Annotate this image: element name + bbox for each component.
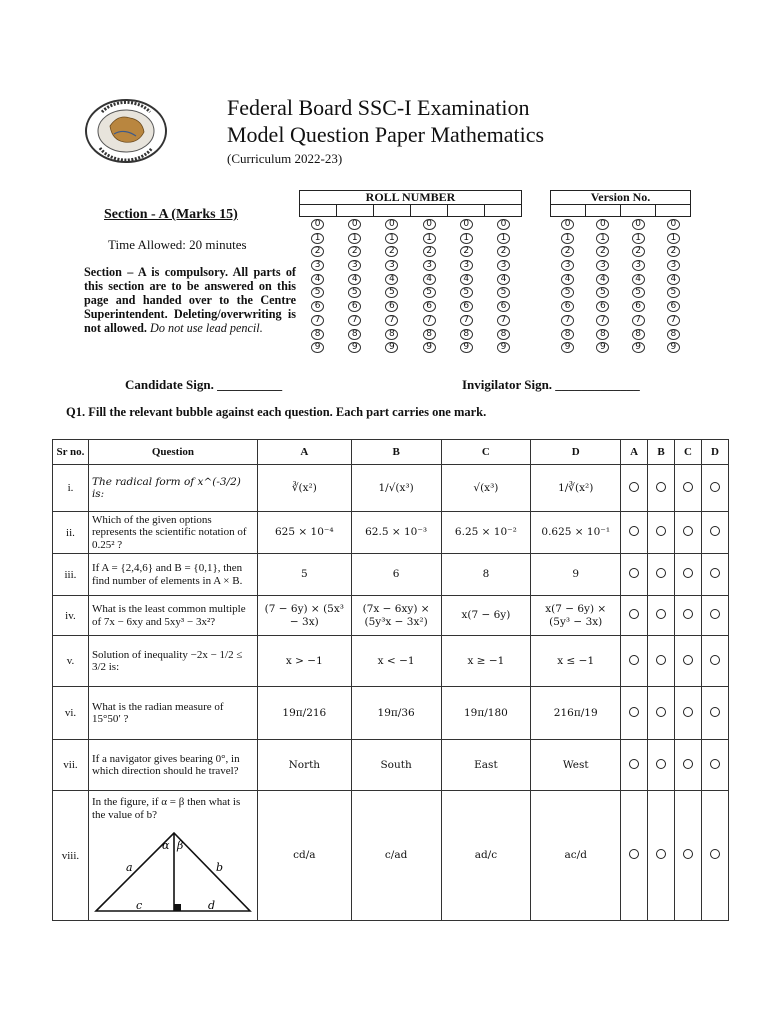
digit-bubble[interactable]: 5	[632, 287, 645, 298]
digit-bubble[interactable]: 1	[348, 233, 361, 244]
table-row	[53, 554, 729, 596]
answer-bubble-b[interactable]	[648, 687, 675, 740]
answer-bubble-d[interactable]	[701, 791, 728, 921]
col-header-bubble-b: B	[648, 440, 675, 465]
digit-bubble[interactable]: 7	[667, 315, 680, 326]
answer-bubble-a[interactable]	[621, 740, 648, 791]
answer-bubble-c[interactable]	[675, 740, 702, 791]
digit-bubble[interactable]: 2	[348, 246, 361, 257]
digit-bubble[interactable]: 0	[561, 219, 574, 230]
option-a: 5	[257, 554, 351, 596]
answer-bubble-c[interactable]	[675, 465, 702, 512]
question-text: What is the least common multiple of 7x − 6xy and 5xy³ − 3x²?	[88, 596, 257, 636]
answer-bubble-d[interactable]	[701, 512, 728, 554]
digit-bubble[interactable]: 6	[423, 301, 436, 312]
digit-bubble[interactable]: 4	[311, 274, 324, 285]
question-text: The radical form of x^(-3/2) is:	[88, 465, 257, 512]
digit-bubble[interactable]: 7	[423, 315, 436, 326]
digit-bubble[interactable]: 6	[667, 301, 680, 312]
bubble-column	[448, 219, 485, 356]
digit-bubble[interactable]: 6	[460, 301, 473, 312]
bubble-column	[656, 219, 691, 356]
digit-bubble[interactable]: 2	[460, 246, 473, 257]
answer-bubble-a[interactable]	[621, 687, 648, 740]
digit-bubble[interactable]: 2	[596, 246, 609, 257]
option-c: East	[441, 740, 531, 791]
answer-bubble-d[interactable]	[701, 740, 728, 791]
digit-bubble[interactable]: 2	[497, 246, 510, 257]
digit-bubble[interactable]: 0	[667, 219, 680, 230]
section-heading: Section - A (Marks 15)	[104, 207, 238, 222]
digit-bubble[interactable]: 5	[561, 287, 574, 298]
table-row	[53, 687, 729, 740]
answer-bubble-d[interactable]	[701, 554, 728, 596]
digit-bubble[interactable]: 5	[348, 287, 361, 298]
digit-bubble[interactable]: 9	[667, 342, 680, 353]
question-text: If A = {2,4,6} and B = {0,1}, then find number of elements in A × B.	[88, 554, 257, 596]
row-number: ii.	[53, 512, 89, 554]
answer-bubble-d[interactable]	[701, 596, 728, 636]
digit-bubble[interactable]: 5	[460, 287, 473, 298]
digit-bubble[interactable]: 8	[667, 329, 680, 340]
digit-bubble[interactable]: 5	[497, 287, 510, 298]
option-a: 19π/216	[257, 687, 351, 740]
digit-bubble[interactable]: 7	[596, 315, 609, 326]
answer-bubble-a[interactable]	[621, 554, 648, 596]
option-c: √(x³)	[441, 465, 531, 512]
digit-bubble[interactable]: 1	[460, 233, 473, 244]
question-instruction: Q1. Fill the relevant bubble against each question. Each part carries one mark.	[66, 405, 487, 419]
roll-digit-box[interactable]	[448, 205, 485, 216]
option-d: 216π/19	[531, 687, 621, 740]
digit-bubble[interactable]: 8	[460, 329, 473, 340]
digit-bubble[interactable]: 0	[385, 219, 398, 230]
answer-bubble-c[interactable]	[675, 687, 702, 740]
row-number: vi.	[53, 687, 89, 740]
option-b: 6	[351, 554, 441, 596]
roll-digit-box[interactable]	[374, 205, 411, 216]
option-b: 19π/36	[351, 687, 441, 740]
table-header-row	[53, 440, 729, 465]
option-b: c/ad	[351, 791, 441, 921]
answer-bubble-b[interactable]	[648, 636, 675, 687]
option-c: x(7 − 6y)	[441, 596, 531, 636]
digit-bubble[interactable]: 7	[348, 315, 361, 326]
side-b-label: b	[215, 861, 223, 874]
section-instructions	[84, 265, 296, 335]
col-header-bubble-c: C	[675, 440, 702, 465]
invigilator-signature: Invigilator Sign. _____________	[462, 377, 640, 392]
digit-bubble[interactable]: 4	[385, 274, 398, 285]
option-b: 62.5 × 10⁻³	[351, 512, 441, 554]
option-a: x > −1	[257, 636, 351, 687]
roll-number-label: ROLL NUMBER	[299, 190, 522, 205]
exam-title: Federal Board SSC-I Examination	[227, 95, 530, 120]
digit-bubble[interactable]: 3	[596, 260, 609, 271]
option-b: South	[351, 740, 441, 791]
answer-bubble-d[interactable]	[701, 687, 728, 740]
roll-digit-box[interactable]	[411, 205, 448, 216]
side-d-label: d	[207, 899, 215, 912]
table-row	[53, 512, 729, 554]
row-number: iv.	[53, 596, 89, 636]
digit-bubble[interactable]: 6	[311, 301, 324, 312]
digit-bubble[interactable]: 9	[632, 342, 645, 353]
digit-bubble[interactable]: 3	[497, 260, 510, 271]
angle-alpha-label: α	[161, 839, 170, 852]
answer-bubble-d[interactable]	[701, 636, 728, 687]
digit-bubble[interactable]: 8	[632, 329, 645, 340]
option-d: West	[531, 740, 621, 791]
table-row	[53, 465, 729, 512]
digit-bubble[interactable]: 7	[497, 315, 510, 326]
roll-number-grid	[299, 190, 522, 356]
option-c: ad/c	[441, 791, 531, 921]
digit-bubble[interactable]: 5	[385, 287, 398, 298]
digit-bubble[interactable]: 3	[667, 260, 680, 271]
bubble-column	[411, 219, 448, 356]
bubble-column	[621, 219, 656, 356]
row-number: i.	[53, 465, 89, 512]
version-number-label: Version No.	[550, 190, 691, 205]
roll-digit-box[interactable]	[485, 205, 521, 216]
version-number-grid	[550, 190, 691, 356]
question-text	[88, 791, 257, 921]
question-viii-text: In the figure, if α = β then what is the value of b?	[91, 796, 241, 821]
candidate-signature: Candidate Sign. __________	[125, 377, 283, 392]
digit-bubble[interactable]: 8	[497, 329, 510, 340]
digit-bubble[interactable]: 4	[632, 274, 645, 285]
digit-bubble[interactable]: 2	[423, 246, 436, 257]
question-text: Solution of inequality −2x − 1/2 ≤ 3/2 is:	[88, 636, 257, 687]
header-title-block	[227, 94, 544, 168]
digit-bubble[interactable]: 8	[561, 329, 574, 340]
digit-bubble[interactable]: 4	[596, 274, 609, 285]
answer-bubble-b[interactable]	[648, 465, 675, 512]
answer-bubble-a[interactable]	[621, 636, 648, 687]
answer-bubble-c[interactable]	[675, 554, 702, 596]
option-c: 6.25 × 10⁻²	[441, 512, 531, 554]
digit-bubble[interactable]: 8	[423, 329, 436, 340]
digit-bubble[interactable]: 2	[667, 246, 680, 257]
digit-bubble[interactable]: 6	[632, 301, 645, 312]
table-row	[53, 596, 729, 636]
digit-bubble[interactable]: 3	[348, 260, 361, 271]
version-number-bubbles	[550, 219, 691, 356]
digit-bubble[interactable]: 3	[561, 260, 574, 271]
digit-bubble[interactable]: 6	[561, 301, 574, 312]
bubble-column	[585, 219, 620, 356]
option-d: ac/d	[531, 791, 621, 921]
curriculum-label: (Curriculum 2022-23)	[227, 151, 343, 166]
digit-bubble[interactable]: 9	[596, 342, 609, 353]
digit-bubble[interactable]: 4	[561, 274, 574, 285]
digit-bubble[interactable]: 0	[497, 219, 510, 230]
option-d: 9	[531, 554, 621, 596]
version-entry-boxes	[550, 205, 691, 217]
digit-bubble[interactable]: 1	[311, 233, 324, 244]
option-a: North	[257, 740, 351, 791]
digit-bubble[interactable]: 8	[311, 329, 324, 340]
option-b: 1/√(x³)	[351, 465, 441, 512]
answer-bubble-b[interactable]	[648, 596, 675, 636]
digit-bubble[interactable]: 4	[423, 274, 436, 285]
paper-title: Model Question Paper Mathematics	[227, 122, 545, 147]
answer-bubble-c[interactable]	[675, 791, 702, 921]
col-header-option-a: A	[257, 440, 351, 465]
answer-bubble-a[interactable]	[621, 512, 648, 554]
instructions-bold-text: Section – A is compulsory. All parts of this section are to be answered on this page and handed over to the Centre Superintendent. Deleting/overwriting is not allowed.	[84, 265, 296, 335]
digit-bubble[interactable]: 2	[561, 246, 574, 257]
answer-bubble-c[interactable]	[675, 512, 702, 554]
digit-bubble[interactable]: 3	[632, 260, 645, 271]
digit-bubble[interactable]: 1	[497, 233, 510, 244]
version-digit-box[interactable]	[656, 205, 690, 216]
question-text: What is the radian measure of 15°50′ ?	[88, 687, 257, 740]
digit-bubble[interactable]: 9	[460, 342, 473, 353]
digit-bubble[interactable]: 9	[423, 342, 436, 353]
digit-bubble[interactable]: 3	[423, 260, 436, 271]
option-d: x(7 − 6y) × (5y³ − 3x)	[531, 596, 621, 636]
digit-bubble[interactable]: 8	[348, 329, 361, 340]
digit-bubble[interactable]: 6	[385, 301, 398, 312]
question-text: Which of the given options represents the scientific notation of 0.25² ?	[88, 512, 257, 554]
table-row	[53, 791, 729, 921]
digit-bubble[interactable]: 0	[348, 219, 361, 230]
digit-bubble[interactable]: 0	[311, 219, 324, 230]
digit-bubble[interactable]: 4	[667, 274, 680, 285]
digit-bubble[interactable]: 7	[561, 315, 574, 326]
digit-bubble[interactable]: 8	[596, 329, 609, 340]
answer-bubble-d[interactable]	[701, 465, 728, 512]
digit-bubble[interactable]: 1	[632, 233, 645, 244]
digit-bubble[interactable]: 7	[460, 315, 473, 326]
bubble-column	[373, 219, 410, 356]
option-c: x ≥ −1	[441, 636, 531, 687]
digit-bubble[interactable]: 7	[311, 315, 324, 326]
digit-bubble[interactable]: 1	[667, 233, 680, 244]
option-a: ∛(x²)	[257, 465, 351, 512]
digit-bubble[interactable]: 0	[423, 219, 436, 230]
time-allowed: Time Allowed: 20 minutes	[108, 237, 247, 252]
mcq-table	[52, 439, 729, 921]
digit-bubble[interactable]: 6	[348, 301, 361, 312]
option-c: 8	[441, 554, 531, 596]
digit-bubble[interactable]: 9	[311, 342, 324, 353]
col-header-bubble-d: D	[701, 440, 728, 465]
digit-bubble[interactable]: 1	[561, 233, 574, 244]
option-b: (7x − 6xy) × (5y³x − 3x²)	[351, 596, 441, 636]
digit-bubble[interactable]: 9	[497, 342, 510, 353]
digit-bubble[interactable]: 2	[632, 246, 645, 257]
digit-bubble[interactable]: 1	[423, 233, 436, 244]
answer-bubble-b[interactable]	[648, 791, 675, 921]
bubble-column	[485, 219, 522, 356]
answer-bubble-b[interactable]	[648, 740, 675, 791]
row-number: iii.	[53, 554, 89, 596]
digit-bubble[interactable]: 8	[385, 329, 398, 340]
answer-bubble-c[interactable]	[675, 596, 702, 636]
triangle-figure	[92, 823, 252, 915]
option-a: 625 × 10⁻⁴	[257, 512, 351, 554]
angle-beta-label: β	[176, 839, 184, 852]
col-header-sr: Sr no.	[53, 440, 89, 465]
digit-bubble[interactable]: 1	[385, 233, 398, 244]
digit-bubble[interactable]: 4	[497, 274, 510, 285]
answer-bubble-a[interactable]	[621, 596, 648, 636]
lead-pencil-warning: Do not use lead pencil.	[150, 321, 263, 335]
digit-bubble[interactable]: 6	[497, 301, 510, 312]
col-header-option-b: B	[351, 440, 441, 465]
side-a-label: a	[125, 861, 133, 874]
digit-bubble[interactable]: 0	[596, 219, 609, 230]
digit-bubble[interactable]: 0	[460, 219, 473, 230]
table-row	[53, 740, 729, 791]
digit-bubble[interactable]: 6	[596, 301, 609, 312]
option-d: 0.625 × 10⁻¹	[531, 512, 621, 554]
roll-digit-box[interactable]	[337, 205, 374, 216]
side-c-label: c	[135, 899, 143, 912]
row-number: vii.	[53, 740, 89, 791]
roll-number-bubbles	[299, 219, 522, 356]
table-row	[53, 636, 729, 687]
digit-bubble[interactable]: 3	[311, 260, 324, 271]
row-number: viii.	[53, 791, 89, 921]
answer-bubble-a[interactable]	[621, 465, 648, 512]
digit-bubble[interactable]: 7	[385, 315, 398, 326]
digit-bubble[interactable]: 2	[311, 246, 324, 257]
col-header-option-c: C	[441, 440, 531, 465]
option-a: (7 − 6y) × (5x³ − 3x)	[257, 596, 351, 636]
digit-bubble[interactable]: 3	[385, 260, 398, 271]
col-header-question: Question	[88, 440, 257, 465]
version-digit-box[interactable]	[621, 205, 656, 216]
digit-bubble[interactable]: 7	[632, 315, 645, 326]
col-header-option-d: D	[531, 440, 621, 465]
digit-bubble[interactable]: 5	[423, 287, 436, 298]
digit-bubble[interactable]: 4	[460, 274, 473, 285]
question-text: If a navigator gives bearing 0°, in which direction should he travel?	[88, 740, 257, 791]
digit-bubble[interactable]: 1	[596, 233, 609, 244]
version-digit-box[interactable]	[551, 205, 586, 216]
digit-bubble[interactable]: 9	[348, 342, 361, 353]
answer-bubble-c[interactable]	[675, 636, 702, 687]
digit-bubble[interactable]: 5	[667, 287, 680, 298]
digit-bubble[interactable]: 4	[348, 274, 361, 285]
bubble-column	[299, 219, 336, 356]
answer-bubble-a[interactable]	[621, 791, 648, 921]
digit-bubble[interactable]: 5	[596, 287, 609, 298]
option-d: x ≤ −1	[531, 636, 621, 687]
digit-bubble[interactable]: 2	[385, 246, 398, 257]
digit-bubble[interactable]: 9	[561, 342, 574, 353]
option-d: 1/∛(x²)	[531, 465, 621, 512]
bubble-column	[550, 219, 585, 356]
roll-digit-box[interactable]	[300, 205, 337, 216]
answer-bubble-b[interactable]	[648, 554, 675, 596]
option-a: cd/a	[257, 791, 351, 921]
row-number: v.	[53, 636, 89, 687]
col-header-bubble-a: A	[621, 440, 648, 465]
version-digit-box[interactable]	[586, 205, 621, 216]
option-b: x < −1	[351, 636, 441, 687]
option-c: 19π/180	[441, 687, 531, 740]
roll-number-entry-boxes	[299, 205, 522, 217]
digit-bubble[interactable]: 0	[632, 219, 645, 230]
digit-bubble[interactable]: 5	[311, 287, 324, 298]
digit-bubble[interactable]: 3	[460, 260, 473, 271]
answer-bubble-b[interactable]	[648, 512, 675, 554]
board-seal-logo	[84, 98, 168, 164]
digit-bubble[interactable]: 9	[385, 342, 398, 353]
bubble-column	[336, 219, 373, 356]
